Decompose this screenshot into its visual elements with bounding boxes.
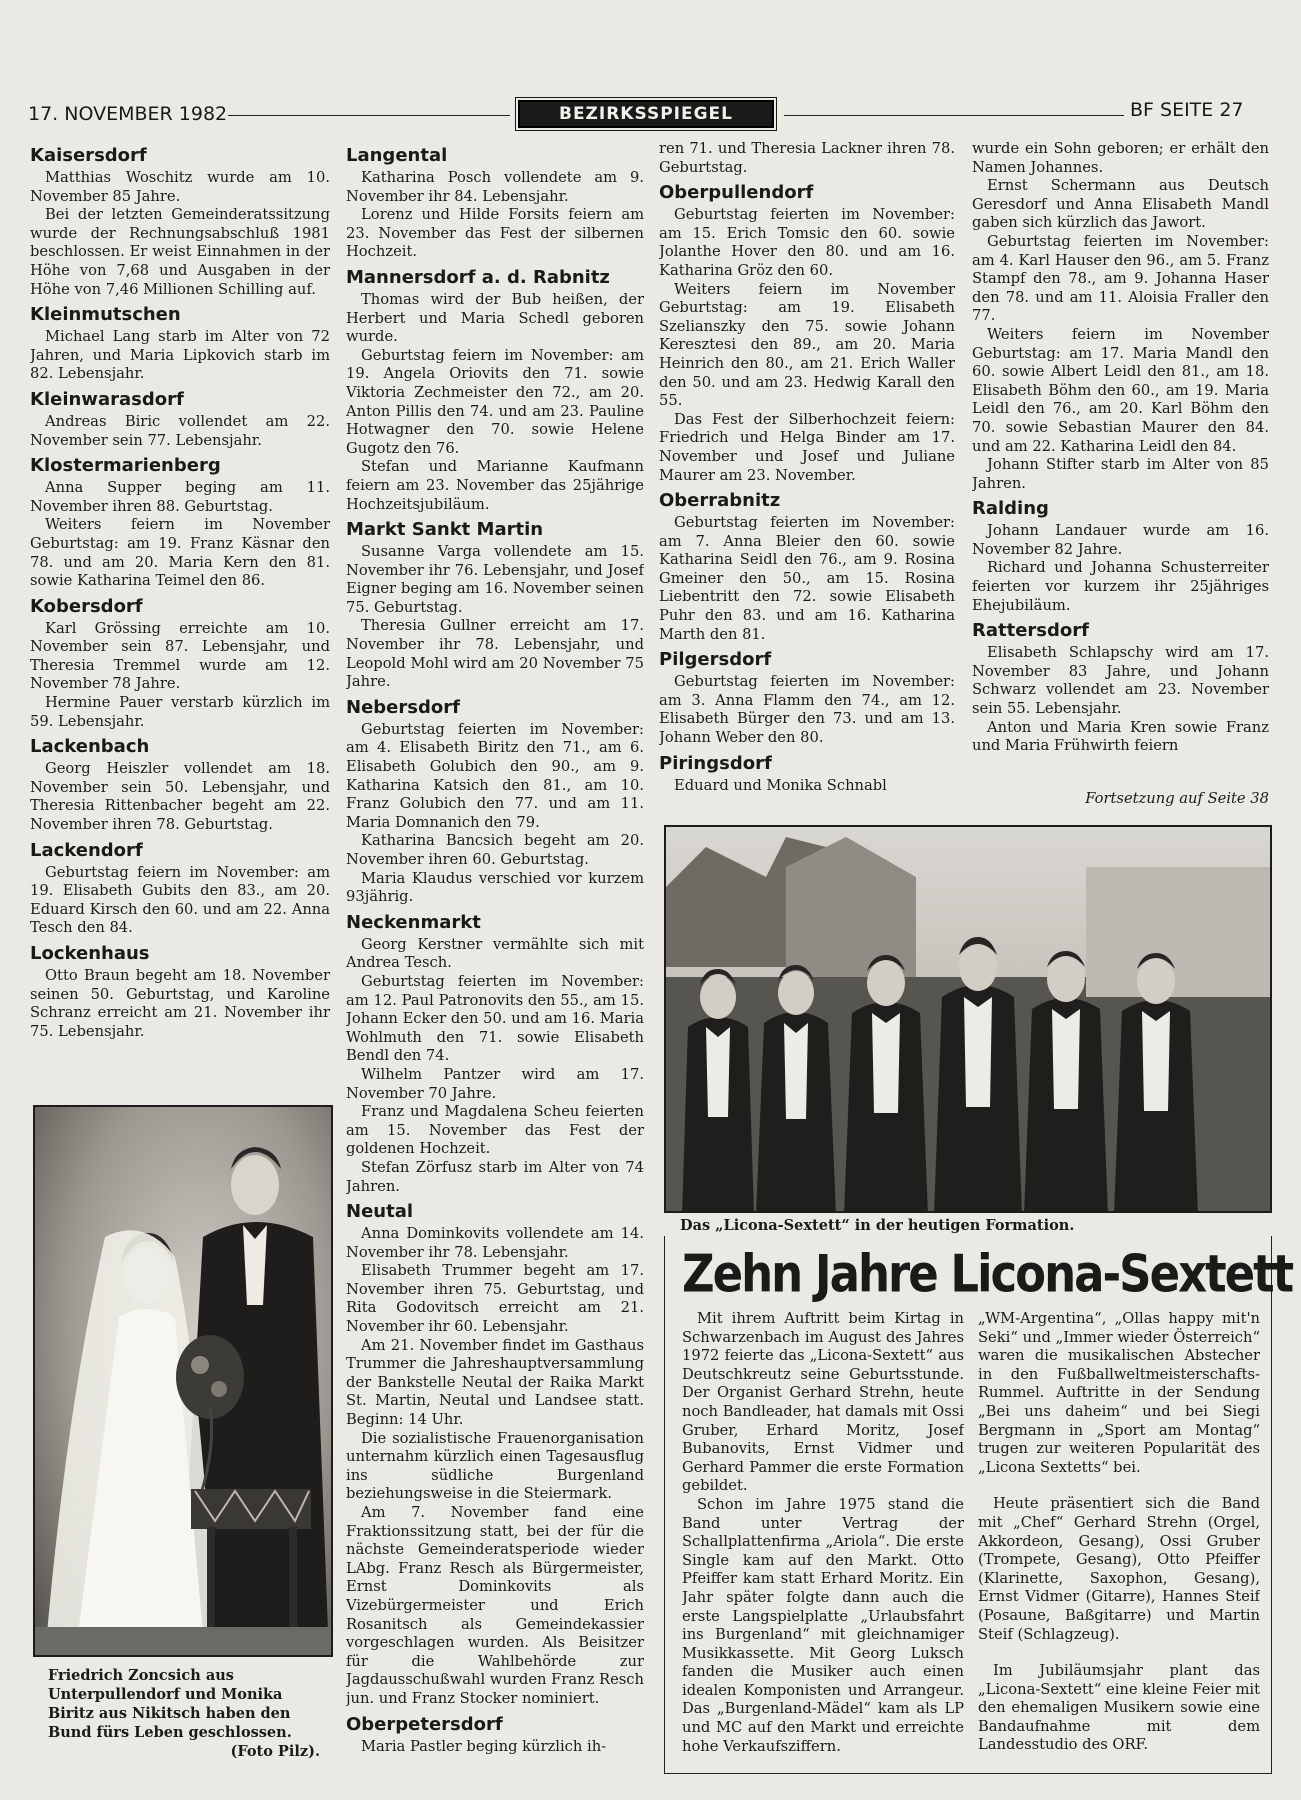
place-heading: Kaisersdorf — [30, 145, 147, 166]
news-paragraph: Lorenz und Hilde Forsits feiern am 23. November das Fest der silbernen Hochzeit. — [346, 206, 644, 261]
article-paragraph: Heute präsentiert sich die Band mit „Chef“ Gerhard Strehn (Orgel, Akkordeon, Gesang), Ossi Gruber (Trompete, Gesang), Otto Pfeiffer (Klarinette, Saxophon, Gesang), Ernst Vidmer (Gitarre), Hannes Steif (Posaune, Baßgitarre) und Martin Steif (Schlagzeug). — [978, 1495, 1260, 1643]
news-paragraph: Otto Braun begeht am 18. November seinen 50. Geburtstag, und Karoline Schranz erreicht am 21. November ihr 75. Lebensjahr. — [30, 967, 330, 1040]
place-heading: Rattersdorf — [972, 620, 1089, 642]
news-paragraph: Johann Landauer wurde am 16. November 82 Jahre. — [972, 522, 1269, 558]
continuation-note — [972, 790, 1269, 814]
article-paragraph: Im Jubiläumsjahr plant das „Licona-Sextett“ eine kleine Feier mit den ehemaligen Musikern sowie eine Bandaufnahme mit dem Landesstudio des ORF. — [978, 1662, 1260, 1754]
page-number: BF SEITE 27 — [1130, 99, 1244, 121]
news-paragraph: Georg Kerstner vermählte sich mit Andrea Tesch. — [346, 935, 644, 972]
place-heading: Lockenhaus — [30, 943, 150, 964]
place-heading: Pilgersdorf — [659, 649, 772, 671]
wedding-caption — [48, 1666, 320, 1761]
news-paragraph: Elisabeth Schlapschy wird am 17. November 83 Jahre, und Johann Schwarz vollendet am 23. November sein 55. Lebensjahr. — [972, 644, 1269, 718]
news-paragraph: Johann Stifter starb im Alter von 85 Jahren. — [972, 456, 1269, 492]
news-paragraph: Am 7. November fand eine Fraktionssitzung statt, bei der für die nächste Gemeinderatsperiode wieder LAbg. Franz Resch als Bürgermeister, Ernst Dominkovits als Vizebürgermeister und Erich Rosanitsch als Gemeindekassier vorgeschlagen wurden. Als Beisitzer für die Wahlbehörde zur Jagdausschußwahl wurden Franz Resch jun. und Franz Stocker nominiert. — [346, 1504, 644, 1707]
news-paragraph: Eduard und Monika Schnabl — [674, 776, 887, 794]
place-heading: Markt Sankt Martin — [346, 519, 544, 541]
place-heading: Nebersdorf — [346, 696, 460, 718]
article-paragraph: „WM-Argentina“, „Ollas happy mit'n Seki“ und „Immer wieder Österreich“ waren die musikalischen Abstecher in den Fußballweltmeisterschafts-Rummel. Auftritte in der Sendung „Bei uns daheim“ und bei Siegi Bergmann in „Sport am Montag“ trugen zur weiteren Popularität des „Licona Sextetts“ bei. — [978, 1310, 1260, 1476]
news-paragraph: Theresia Gullner erreicht am 17. November ihr 78. Lebensjahr, und Leopold Mohl wird am 20 November 75 Jahre. — [346, 617, 644, 691]
column-3 — [659, 140, 955, 800]
place-heading: Piringsdorf — [659, 752, 772, 774]
news-paragraph: Bei der letzten Gemeinderatssitzung wurde der Rechnungsabschluß 1981 beschlossen. Er weist Einnahmen in der Höhe von 7,68 und Ausgaben in der Höhe von 7,46 Millionen Schilling auf. — [30, 206, 330, 298]
news-paragraph: Ernst Schermann aus Deutsch Geresdorf und Anna Elisabeth Mandl gaben sich kürzlich das Jawort. — [972, 177, 1269, 232]
news-paragraph: Maria Klaudus verschied vor kurzem 93jährig. — [346, 869, 644, 906]
news-paragraph: Anna Dominkovits vollendete am 14. November ihr 78. Lebensjahr. — [346, 1225, 644, 1261]
place-heading: Mannersdorf a. d. Rabnitz — [346, 266, 610, 288]
article-column-right — [978, 1310, 1260, 1765]
news-paragraph: Geburtstag feierten im November: am 7. Anna Bleier den 60. sowie Katharina Seidl den 76., am 9. Rosina Gmeiner den 50., am 15. Rosina Liebentritt den 72. sowie Elisabeth Puhr den 83. und am 16. Katharina Marth den 81. — [659, 514, 955, 643]
news-paragraph: Matthias Woschitz wurde am 10. November 85 Jahre. — [30, 169, 330, 205]
news-paragraph: Geburtstag feiern im November: am 19. Angela Oriovits den 71. sowie Viktoria Zechmeister den 72., am 20. Anton Pillis den 74. und am 23. Pauline Hotwagner den 70. sowie Helene Gugotz den 76. — [346, 346, 644, 457]
news-paragraph: Maria Pastler beging kürzlich ih- — [361, 1737, 607, 1755]
news-paragraph: Das Fest der Silberhochzeit feiern: Friedrich und Helga Binder am 17. November und Josef und Juliane Maurer am 23. November. — [659, 410, 955, 484]
place-heading: Lackendorf — [30, 839, 143, 861]
news-paragraph: Weiters feiern im November Geburtstag: am 19. Franz Käsnar den 78. und am 20. Maria Kern den 81. sowie Katharina Teimel den 86. — [30, 516, 330, 590]
header-rule-left — [228, 115, 510, 116]
news-paragraph: Weiters feiern im November Geburtstag: am 19. Elisabeth Szelianszky den 75. sowie Johann Keresztesi den 89., am 20. Maria Heinrich den 80., am 21. Erich Waller den 50. und am 23. Hedwig Karall den 55. — [659, 280, 955, 410]
news-paragraph: Anna Supper begin​g am 11. November ihren 88. Geburtstag. — [30, 479, 330, 515]
place-heading: Kobersdorf — [30, 595, 143, 617]
column-4 — [972, 140, 1269, 790]
wedding-caption-text: Friedrich Zoncsich aus Unterpullendorf und Monika Biritz aus Nikitsch haben den Bund fürs Leben geschlossen. — [48, 1667, 292, 1741]
news-paragraph: Geburtstag feierten im November: am 4. Elisabeth Biritz den 71., am 6. Elisabeth Golubich den 90., am 9. Katharina Katsich den 81., am 10. Franz Golubich den 77. und am 11. Maria Domnanich den 79. — [346, 720, 644, 831]
place-heading: Kleinwarasdorf — [30, 388, 184, 410]
wedding-photo-image — [35, 1107, 333, 1657]
news-paragraph: Wilhelm Pantzer wird am 17. November 70 Jahre. — [346, 1065, 644, 1102]
news-paragraph: Geburtstag feierten im November: am 4. Karl Hauser den 96., am 5. Franz Stampf den 78., am 9. Johanna Haser den 78. und am 11. Aloisia Fraller den 77. — [972, 232, 1269, 325]
news-paragraph: wurde ein Sohn geboren; er erhält den Namen Johannes. — [972, 140, 1269, 176]
band-photo-image — [666, 827, 1272, 1213]
column-1 — [30, 140, 330, 1092]
news-paragraph: Geburtstag feierten im November: am 15. Erich Tomsic den 60. sowie Jolanthe Hover den 80. und am 16. Katharina Gröz den 60. — [659, 206, 955, 279]
news-paragraph: ren 71. und Theresia Lackner ihren 78. Geburtstag. — [659, 140, 955, 176]
place-heading: Langental — [346, 145, 448, 166]
article-column-left — [682, 1310, 964, 1765]
news-paragraph: Geburtstag feierten im November: am 3. Anna Flamm den 74., am 12. Elisabeth Bürger den 73. und am 13. Johann Weber den 80. — [659, 673, 955, 747]
news-paragraph: Die sozialistische Frauenorganisation unternahm kürzlich einen Tagesausflug ins südliche Burgenland beziehungsweise in die Steiermark. — [346, 1429, 644, 1503]
place-heading: Ralding — [972, 498, 1049, 520]
band-photo — [664, 825, 1272, 1213]
news-paragraph: Am 21. November findet im Gasthaus Trummer die Jahreshauptversammlung der Bankstelle Neutal der Raika Markt St. Martin, Neutal und Landsee statt. Beginn: 14 Uhr. — [346, 1336, 644, 1429]
news-paragraph: Weiters feiern im November Geburtstag: am 17. Maria Mandl den 60. sowie Albert Leidl den 81., am 18. Elisabeth Böhm den 60., am 19. Maria Leidl den 76., am 20. Karl Böhm den 70. sowie Sebastian Maurer den 84. und am 22. Katharina Leidl den 84. — [972, 325, 1269, 455]
news-paragraph: Hermine Pauer verstarb kürzlich im 59. Lebensjahr. — [30, 694, 330, 730]
news-paragraph: Karl Grössing erreichte am 10. November sein 87. Lebensjahr, und Theresia Tremmel wurde am 12. November 78 Jahre. — [30, 619, 330, 693]
band-caption: Das „Licona-Sextett“ in der heutigen Formation. — [680, 1217, 1075, 1234]
news-paragraph: Stefan Zörfusz starb im Alter von 74 Jahren. — [346, 1158, 644, 1195]
place-heading: Kleinmutschen — [30, 304, 181, 326]
news-paragraph: Katharina Bancsich begeht am 20. November ihren 60. Geburtstag. — [346, 832, 644, 868]
news-paragraph: Andreas Biric vollendet am 22. November sein 77. Lebensjahr. — [30, 412, 330, 449]
issue-date: 17. NOVEMBER 1982 — [28, 103, 228, 125]
place-heading: Neckenmarkt — [346, 911, 481, 933]
wedding-photo-credit: (Foto Pilz). — [230, 1743, 320, 1760]
place-heading: Oberpetersdorf — [346, 1713, 503, 1735]
news-paragraph: Richard und Johanna Schusterreiter feierten vor kurzem ihr 25jähriges Ehejubiläum. — [972, 559, 1269, 614]
news-paragraph: Katharina Posch vollendete am 9. November ihr 84. Lebensjahr. — [346, 169, 644, 205]
place-heading: Oberpullendorf — [659, 182, 814, 204]
place-heading: Klostermarienberg — [30, 455, 221, 477]
continuation-text: Fortsetzung auf Seite 38 — [1085, 790, 1269, 807]
article-paragraph: Mit ihrem Auftritt beim Kirtag in Schwarzenbach im August des Jahres 1972 feierte das „Licona-Sextett“ aus Deutschkreutz seine Geburtsstunde. Der Organist Gerhard Strehn, heute noch Bandleader, hat damals mit Ossi Gruber, Erhard Moritz, Josef Bubanovits, Ernst Vidmer und Gerhard Pammer die erste Formation gebildet. — [682, 1310, 964, 1495]
article-headline: Zehn Jahre Licona-Sextett — [682, 1243, 1293, 1304]
wedding-photo — [33, 1105, 333, 1657]
news-paragraph: Elisabeth Trummer begeht am 17. November ihren 75. Geburtstag, und Rita Godovitsch erreicht am 21. November ihr 60. Lebensjahr. — [346, 1262, 644, 1336]
news-paragraph: Franz und Magdalena Scheu feierten am 15. November das Fest der goldenen Hochzeit. — [346, 1103, 644, 1158]
news-paragraph: Stefan und Marianne Kaufmann feiern am 23. November das 25jährige Hochzeitsjubiläum. — [346, 458, 644, 513]
news-paragraph: Michael Lang starb im Alter von 72 Jahren, und Maria Lipkovich starb im 82. Lebensjahr. — [30, 328, 330, 383]
header-rule-right — [784, 115, 1124, 116]
news-paragraph: Geburtstag feiern im November: am 19. Elisabeth Gubits den 83., am 20. Eduard Kirsch den 60. und am 22. Anna Tesch den 84. — [30, 863, 330, 937]
column-2 — [346, 140, 644, 1780]
news-paragraph: Thomas wird der Bub heißen, der Herbert und Maria Schedl geboren wurde. — [346, 290, 644, 346]
section-badge: BEZIRKSSPIEGEL — [518, 100, 774, 128]
place-heading: Lackenbach — [30, 736, 150, 758]
article-paragraph: Schon im Jahre 1975 stand die Band unter Vertrag der Schallplattenfirma „Ariola“. Die erste Single kam auf den Markt. Otto Pfeiffer kam statt Erhard Moritz. Ein Jahr später folgte dann auch die erste Langspielplatte „Urlaubsfahrt ins Burgenland“ mit gleichnamiger Musikkassette. Mit Georg Luksch fanden die Musiker auch einen idealen Komponisten und Arrangeur. Das „Burgenland-Mädel“ kam als LP und MC auf den Markt und erreichte hohe Verkaufsziffern. — [682, 1495, 964, 1755]
news-paragraph: Anton und Maria Kren sowie Franz und Maria Frühwirth feiern — [972, 718, 1269, 755]
place-heading: Neutal — [346, 1201, 414, 1223]
news-paragraph: Susanne Varga vollendete am 15. November ihr 76. Lebensjahr, und Josef Eigner beging am 16. November seinen 75. Geburtstag. — [346, 543, 644, 616]
place-heading: Oberrabnitz — [659, 490, 781, 512]
news-paragraph: Georg Heiszler vollendet am 18. November sein 50. Lebensjahr, und Theresia Rittenbacher begeht am 22. November ihren 78. Geburtstag. — [30, 760, 330, 834]
news-paragraph: Geburtstag feierten im November: am 12. Paul Patronovits den 55., am 15. Johann Ecker den 50. und am 16. Maria Wohlmuth den 71. sowie Elisabeth Bendl den 74. — [346, 972, 644, 1065]
